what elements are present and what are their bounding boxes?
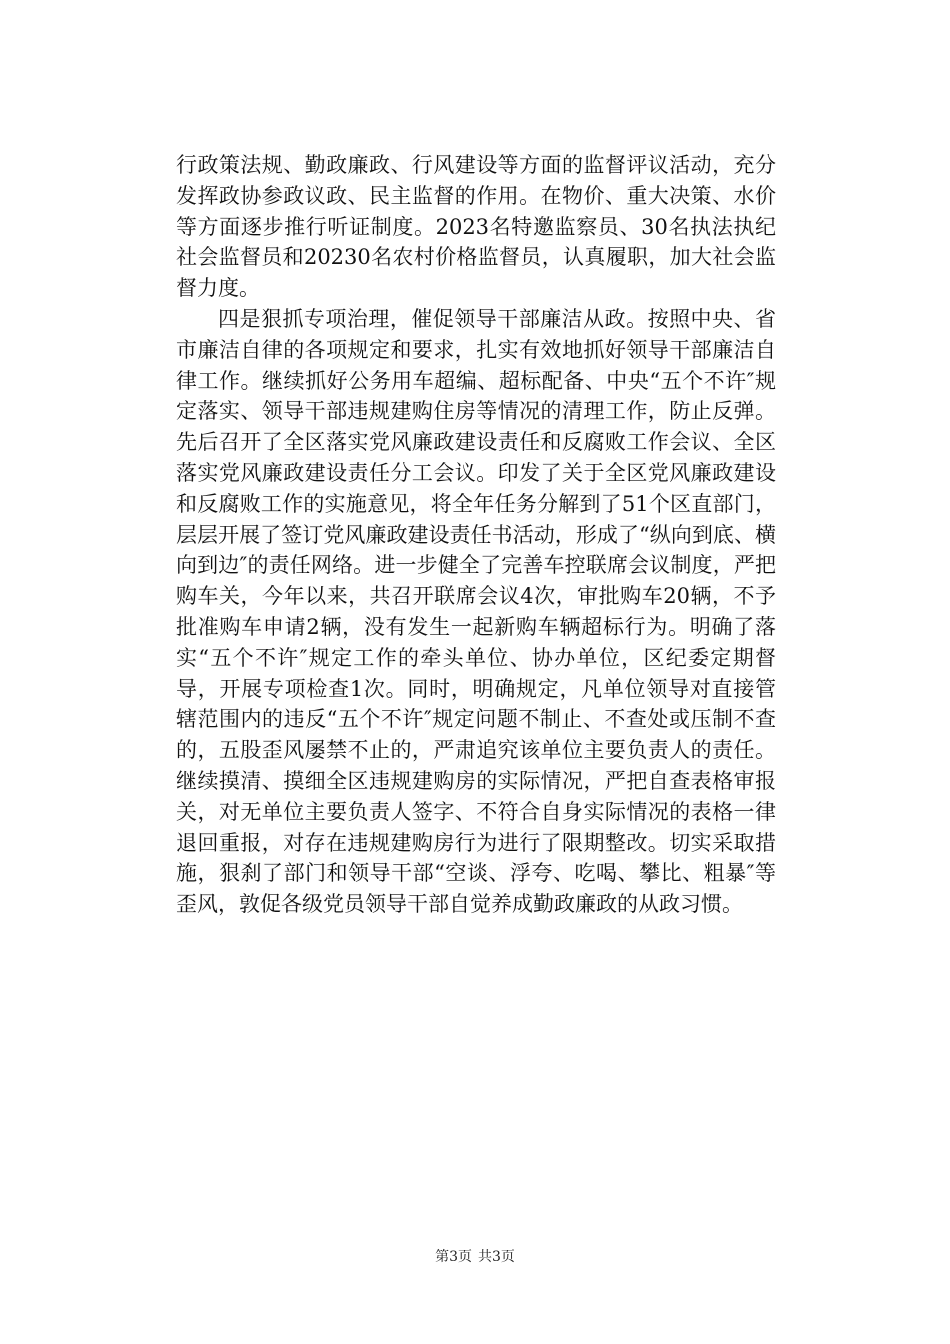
page-footer: [0, 1246, 950, 1266]
paragraph-2: 四是狠抓专项治理，催促领导干部廉洁从政。按照中央、省市廉洁自律的各项规定和要求，扎实有效地抓好领导干部廉洁自律工作。继续抓好公务用车超编、超标配备、中央“五个不许″规定落实、领导干部违规建购住房等情况的清理工作，防止反弹。先后召开了全区落实党风廉政建设责任和反腐败工作会议、全区落实党风廉政建设责任分工会议。印发了关于全区党风廉政建设和反腐败工作的实施意见，将全年任务分解到了51个区直部门，层层开展了签订党风廉政建设责任书活动，形成了“纵向到底、横向到边″的责任网络。进一步健全了完善车控联席会议制度，严把购车关，今年以来，共召开联席会议4次，审批购车20辆，不予批准购车申请2辆，没有发生一起新购车辆超标行为。明确了落实“五个不许″规定工作的牵头单位、协办单位，区纪委定期督导，开展专项检查1次。同时，明确规定，凡单位领导对直接管辖范围内的违反“五个不许″规定问题不制止、不查处或压制不查的，五股歪风屡禁不止的，严肃追究该单位主要负责人的责任。继续摸清、摸细全区违规建购房的实际情况，严把自查表格审报关，对无单位主要负责人签字、不符合自身实际情况的表格一律退回重报，对存在违规建购房行为进行了限期整改。切实采取措施，狠刹了部门和领导干部“空谈、浮夸、吃喝、攀比、粗暴″等歪风，敦促各级党员领导干部自觉养成勤政廉政的从政习惯。: [176, 306, 776, 917]
paragraph-1: 行政策法规、勤政廉政、行风建设等方面的监督评议活动，充分发挥政协参政议政、民主监督的作用。在物价、重大决策、水价等方面逐步推行听证制度。2023名特邀监察员、30名执法执纪社会监督员和20230名农村价格监督员，认真履职，加大社会监督力度。: [176, 153, 776, 301]
document-body: [176, 150, 776, 920]
page-total: 共3页: [478, 1249, 515, 1265]
page-number: 第3页: [435, 1249, 472, 1265]
